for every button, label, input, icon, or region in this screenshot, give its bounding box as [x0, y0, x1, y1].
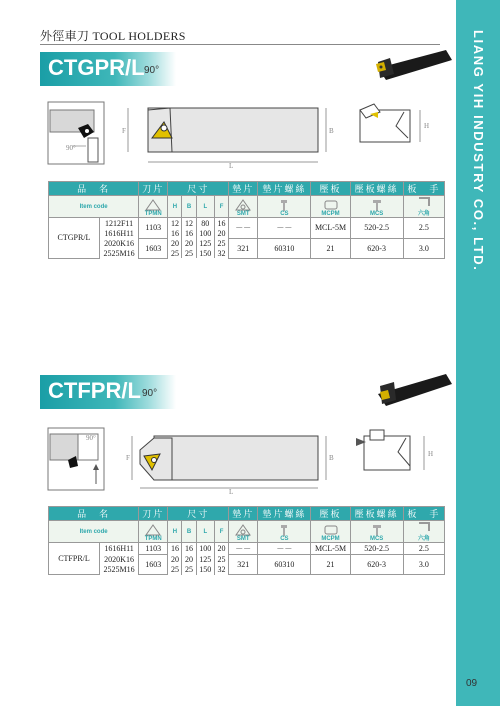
dim-label-l: L [229, 488, 234, 496]
subheader-f: F [214, 196, 228, 218]
shim-icon [235, 524, 251, 536]
clamp-screw-icon [369, 524, 385, 536]
insert-code: 1103 [139, 218, 168, 239]
shim-screw-code: －－ [258, 543, 311, 555]
item-code: 2020K16 [100, 238, 139, 248]
cell-l: 150 [196, 565, 214, 575]
col-header-wrench: 板 手 [403, 507, 444, 521]
cell-f: 32 [214, 248, 228, 258]
subheader-insert [139, 196, 168, 218]
table-header-row [49, 507, 445, 521]
spec-table-ctfpr [48, 506, 445, 575]
subheader-clamp-label: MCPM [321, 211, 340, 217]
subheader-h: H [168, 196, 182, 218]
dim-label-l: L [229, 162, 234, 170]
insert-code: 1603 [139, 238, 168, 258]
cell-l: 100 [196, 543, 214, 555]
cell-b: 16 [182, 543, 196, 555]
dim-label-f: F [122, 127, 126, 135]
wrench-size: 2.5 [403, 543, 444, 555]
cell-l: 125 [196, 238, 214, 248]
item-code: 2525M16 [100, 565, 139, 575]
dim-label-h: H [428, 450, 434, 458]
item-code: 1616H11 [100, 543, 139, 555]
clamp-code: 21 [311, 238, 350, 258]
wrench-size: 2.5 [403, 218, 444, 239]
item-code: 1616H11 [100, 228, 139, 238]
wrench-size: 3.0 [403, 555, 444, 575]
clamp-icon [323, 524, 339, 536]
spec-table-ctgpr [48, 181, 445, 259]
dim-label-f: F [126, 454, 130, 462]
col-header-name: 品 名 [49, 507, 139, 521]
subheader-clamp [311, 196, 350, 218]
clamp-code: 21 [311, 555, 350, 575]
shim-code: －－ [229, 218, 258, 239]
subheader-shim [229, 196, 258, 218]
shim-code: －－ [229, 543, 258, 555]
screw-icon [276, 199, 292, 211]
cell-f: 16 [214, 218, 228, 229]
triangle-insert-icon [145, 524, 161, 536]
cell-l: 100 [196, 228, 214, 238]
insert-code: 1603 [139, 555, 168, 575]
dim-label-h: H [424, 122, 430, 130]
subheader-l: L [196, 521, 214, 543]
clamp-screw-code: 620-3 [350, 555, 403, 575]
item-code: 2525M16 [100, 248, 139, 258]
col-header-shim: 墊片 [229, 507, 258, 521]
col-header-shim-screw: 墊片螺絲 [258, 507, 311, 521]
family-name: CTGPR/L [49, 218, 100, 259]
dimension-diagram [44, 98, 444, 170]
table-row [49, 218, 445, 229]
tool-holder-photo [368, 40, 454, 90]
subheader-clamp-screw-label: MCS [369, 536, 384, 542]
cell-h: 16 [168, 543, 182, 555]
subheader-item-code: Item code [49, 521, 139, 543]
insert-code: 1103 [139, 543, 168, 555]
hex-wrench-icon [416, 196, 432, 208]
subheader-shim-label: SMT [236, 211, 250, 217]
col-header-shim-screw: 墊片螺絲 [258, 182, 311, 196]
page-header-title: 外徑車刀 TOOL HOLDERS [40, 29, 186, 43]
company-name: LIANG YIH INDUSTRY CO., LTD. [471, 30, 486, 272]
page-number: 09 [466, 678, 478, 689]
table-row [49, 555, 445, 565]
tool-holder-photo [368, 366, 454, 416]
cell-l: 150 [196, 248, 214, 258]
subheader-shim [229, 521, 258, 543]
subheader-clamp-screw [350, 521, 403, 543]
item-code: 2020K16 [100, 555, 139, 565]
subheader-shim-label: SMT [236, 536, 250, 542]
cell-f: 25 [214, 238, 228, 248]
table-row [49, 238, 445, 248]
wrench-size: 3.0 [403, 238, 444, 258]
section-title: CTGPR/L [48, 55, 145, 80]
subheader-insert-label: TPMN [144, 536, 162, 542]
subheader-wrench [403, 196, 444, 218]
subheader-shim-screw [258, 521, 311, 543]
family-name: CTFPR/L [49, 543, 100, 575]
col-header-insert: 刀片 [139, 182, 168, 196]
section-angle: 90° [144, 65, 160, 76]
subheader-insert-label: TPMN [144, 211, 162, 217]
col-header-name: 品 名 [49, 182, 139, 196]
cell-h: 16 [168, 228, 182, 238]
subheader-clamp-label: MCPM [321, 536, 340, 542]
cell-h: 12 [168, 218, 182, 229]
cell-b: 20 [182, 238, 196, 248]
subheader-wrench-label: 六角 [417, 536, 430, 542]
table-header-row [49, 182, 445, 196]
clamp-icon [323, 199, 339, 211]
col-header-dimensions: 尺寸 [168, 182, 229, 196]
subheader-wrench-label: 六角 [417, 211, 430, 217]
cell-h: 20 [168, 238, 182, 248]
cell-f: 32 [214, 565, 228, 575]
cell-f: 20 [214, 543, 228, 555]
subheader-wrench [403, 521, 444, 543]
subheader-h: H [168, 521, 182, 543]
col-header-clamp: 壓板 [311, 507, 350, 521]
screw-icon [276, 524, 292, 536]
shim-screw-code: 60310 [258, 555, 311, 575]
subheader-shim-screw [258, 196, 311, 218]
angle-label: 90° [86, 434, 96, 442]
cell-f: 25 [214, 555, 228, 565]
angle-label: 90° [66, 144, 76, 152]
dimension-diagram [44, 424, 444, 496]
col-header-clamp-screw: 壓板螺絲 [350, 182, 403, 196]
item-code: 1212F11 [100, 218, 139, 229]
subheader-item-code: Item code [49, 196, 139, 218]
col-header-dimensions: 尺寸 [168, 507, 229, 521]
subheader-clamp [311, 521, 350, 543]
table-subheader-row [49, 521, 445, 543]
subheader-b: B [182, 521, 196, 543]
dim-label-b: B [329, 454, 334, 462]
cell-h: 20 [168, 555, 182, 565]
cell-f: 20 [214, 228, 228, 238]
subheader-l: L [196, 196, 214, 218]
col-header-shim: 墊片 [229, 182, 258, 196]
shim-screw-code: －－ [258, 218, 311, 239]
cell-h: 25 [168, 248, 182, 258]
cell-b: 25 [182, 565, 196, 575]
shim-icon [235, 199, 251, 211]
hex-wrench-icon [416, 521, 432, 533]
col-header-wrench: 板 手 [403, 182, 444, 196]
section-title: CTFPR/L [48, 378, 141, 403]
subheader-b: B [182, 196, 196, 218]
clamp-screw-code: 520-2.5 [350, 218, 403, 239]
shim-code: 321 [229, 238, 258, 258]
cell-l: 80 [196, 218, 214, 229]
clamp-code: MCL-5M [311, 543, 350, 555]
dim-label-b: B [329, 127, 334, 135]
section-angle: 90° [142, 388, 158, 399]
clamp-screw-icon [369, 199, 385, 211]
table-subheader-row [49, 196, 445, 218]
subheader-insert [139, 521, 168, 543]
shim-code: 321 [229, 555, 258, 575]
cell-b: 20 [182, 555, 196, 565]
subheader-clamp-screw [350, 196, 403, 218]
cell-l: 125 [196, 555, 214, 565]
col-header-insert: 刀片 [139, 507, 168, 521]
section-title-banner [40, 52, 176, 86]
subheader-shim-screw-label: CS [280, 211, 289, 217]
subheader-clamp-screw-label: MCS [369, 211, 384, 217]
clamp-screw-code: 620-3 [350, 238, 403, 258]
col-header-clamp: 壓板 [311, 182, 350, 196]
cell-b: 25 [182, 248, 196, 258]
col-header-clamp-screw: 壓板螺絲 [350, 507, 403, 521]
clamp-screw-code: 520-2.5 [350, 543, 403, 555]
subheader-f: F [214, 521, 228, 543]
cell-b: 12 [182, 218, 196, 229]
subheader-shim-screw-label: CS [280, 536, 289, 542]
table-row [49, 543, 445, 555]
clamp-code: MCL-5M [311, 218, 350, 239]
cell-h: 25 [168, 565, 182, 575]
section-title-banner [40, 375, 176, 409]
shim-screw-code: 60310 [258, 238, 311, 258]
triangle-insert-icon [145, 199, 161, 211]
cell-b: 16 [182, 228, 196, 238]
